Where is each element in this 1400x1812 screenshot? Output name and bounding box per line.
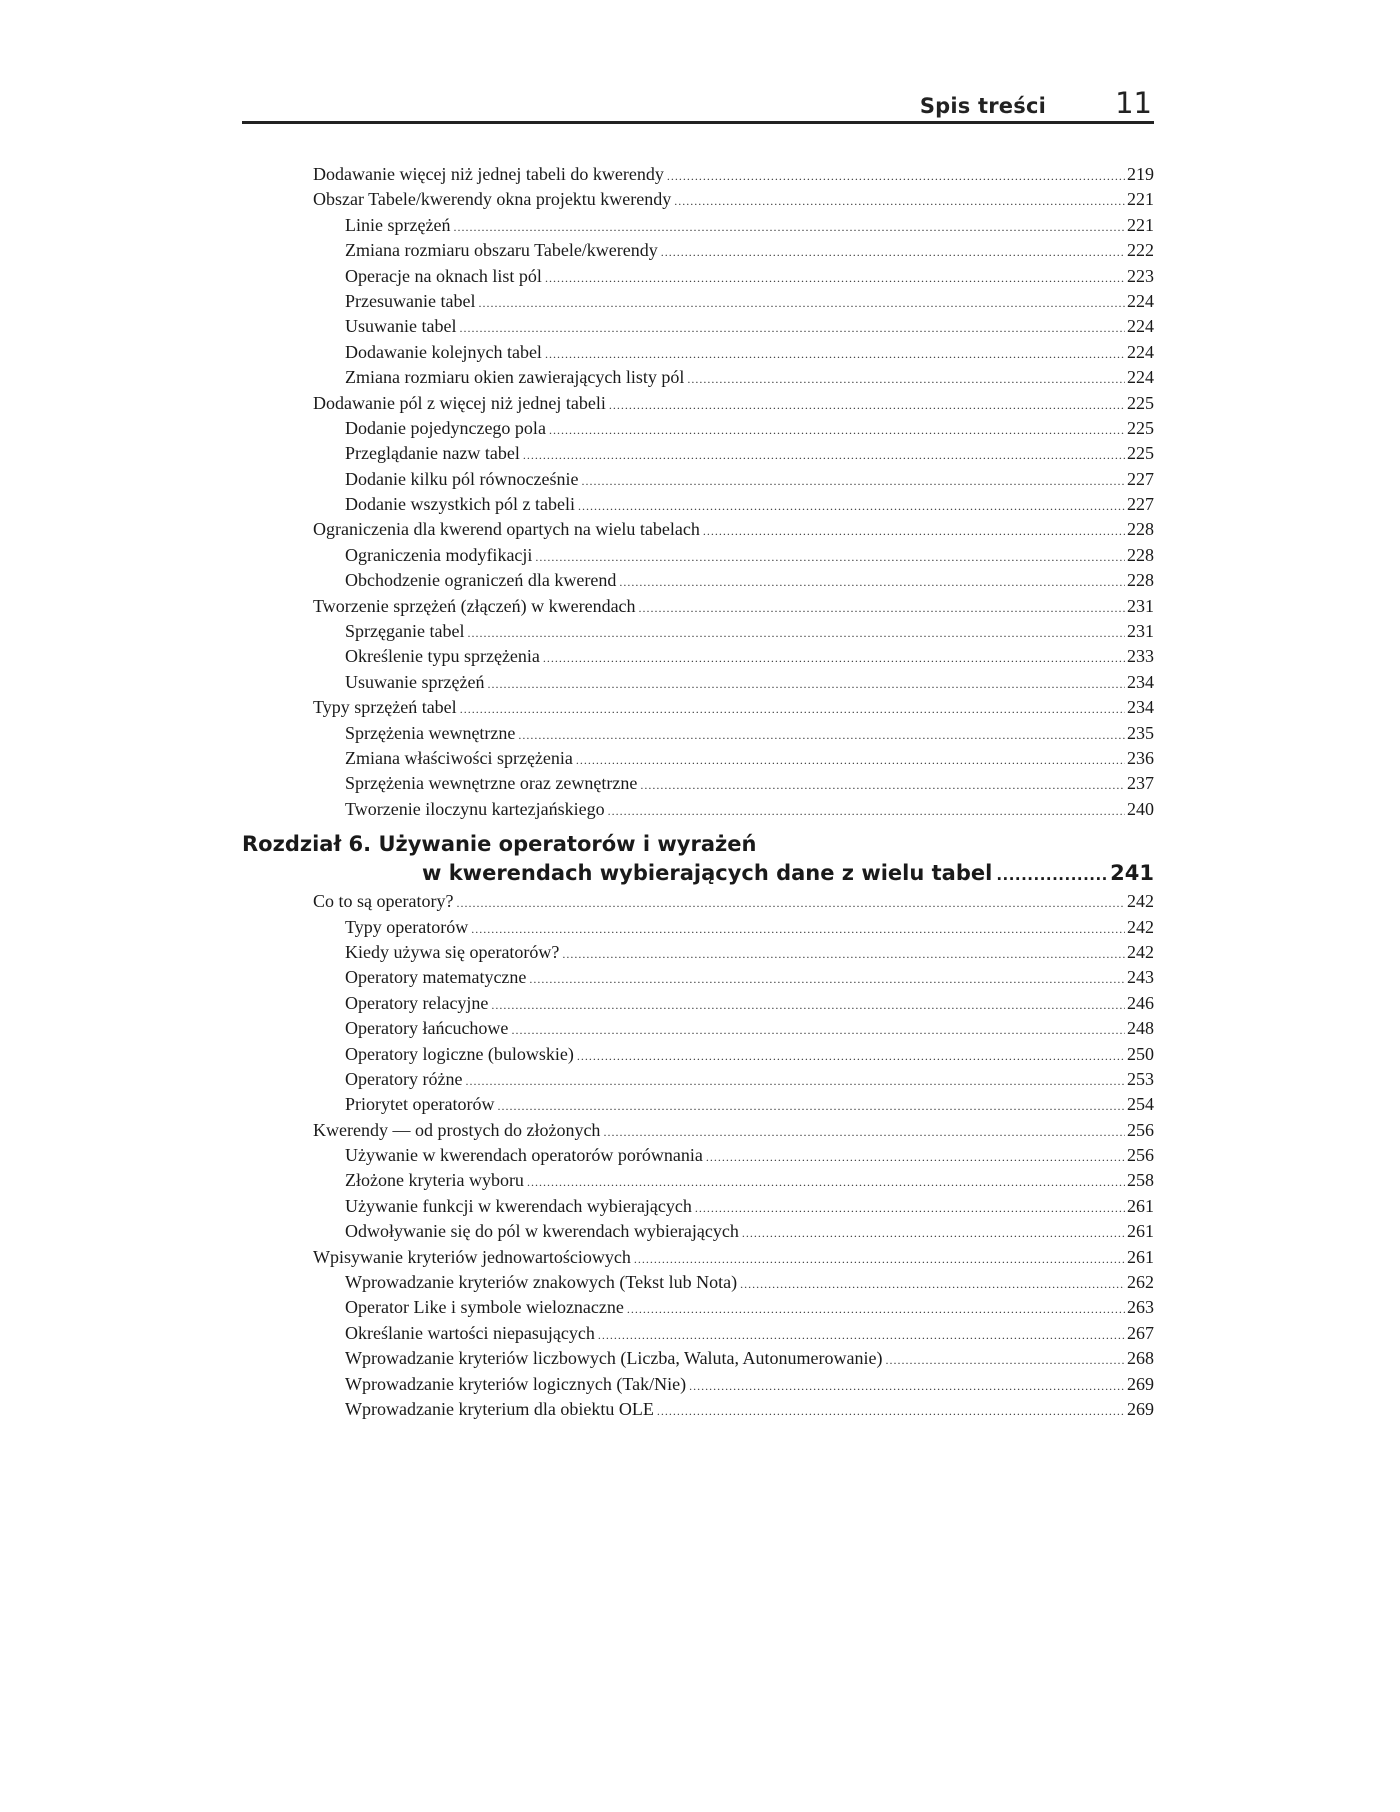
toc-entry-label: Operacje na oknach list pól [345,265,542,286]
toc-entry[interactable] [242,416,1154,441]
toc-entry-page: 228 [1127,570,1154,591]
toc-entry-page: 242 [1127,916,1154,937]
toc-entry-label: Operatory różne [345,1068,463,1089]
toc-entry[interactable] [242,1016,1154,1041]
dot-leader [627,1297,1125,1320]
toc-entry-label: Typy operatorów [345,916,469,937]
chapter-heading[interactable] [242,830,1154,888]
toc-entry-page: 254 [1127,1094,1154,1115]
toc-entry-page: 261 [1127,1246,1154,1267]
dot-leader [619,570,1125,593]
toc-entry[interactable] [242,1346,1154,1371]
toc-entry-label: Wprowadzanie kryteriów logicznych (Tak/Nie) [345,1373,687,1394]
toc-entry[interactable] [242,1270,1154,1295]
toc-entry[interactable] [242,1194,1154,1219]
toc-entry[interactable] [242,543,1154,568]
toc-entry-page: 258 [1127,1170,1154,1191]
dot-leader [467,621,1125,644]
dot-leader [581,469,1125,492]
toc-entry[interactable] [242,492,1154,517]
toc-entry-page: 222 [1127,240,1154,261]
dot-leader [996,861,1107,888]
toc-entry-label: Używanie w kwerendach operatorów porównania [345,1145,703,1166]
toc-entry[interactable] [242,467,1154,492]
toc-entry[interactable] [242,644,1154,669]
toc-entry-label: Sprzężenia wewnętrzne oraz zewnętrzne [345,773,638,794]
toc-entry[interactable] [242,619,1154,644]
toc-entry[interactable] [242,1321,1154,1346]
toc-entry-page: 261 [1127,1221,1154,1242]
dot-leader [886,1348,1125,1371]
dot-leader [549,418,1125,441]
toc-entry-label: Priorytet operatorów [345,1094,495,1115]
toc-entry-label: Zmiana rozmiaru obszaru Tabele/kwerendy [345,240,658,261]
toc-entry-label: Usuwanie tabel [345,316,457,337]
dot-leader [471,917,1125,940]
dot-leader [661,240,1125,263]
toc-entry[interactable] [242,915,1154,940]
toc-entry[interactable] [242,940,1154,965]
toc-entry[interactable] [242,1245,1154,1270]
dot-leader [609,393,1125,416]
dot-leader [706,1145,1125,1168]
dot-leader [543,646,1125,669]
toc-entry[interactable] [242,391,1154,416]
dot-leader [674,189,1125,212]
toc-entry-page: 269 [1127,1398,1154,1419]
toc-entry-page: 236 [1127,747,1154,768]
dot-leader [545,266,1125,289]
dot-leader [491,993,1125,1016]
toc-entry-label: Tworzenie sprzężeń (złączeń) w kwerendach [313,595,636,616]
toc-section-top [242,162,1154,822]
dot-leader [578,494,1125,517]
toc-entry[interactable] [242,797,1154,822]
toc-entry-page: 263 [1127,1297,1154,1318]
toc-entry-page: 248 [1127,1018,1154,1039]
dot-leader [608,799,1125,822]
toc-entry-page: 234 [1127,671,1154,692]
toc-entry-page: 268 [1127,1348,1154,1369]
dot-leader [511,1018,1125,1041]
toc-entry[interactable] [242,746,1154,771]
toc-entry[interactable] [242,1118,1154,1143]
dot-leader [689,1374,1125,1397]
toc-entry[interactable] [242,1092,1154,1117]
toc-entry-page: 253 [1127,1068,1154,1089]
dot-leader [640,773,1125,796]
toc-entry[interactable] [242,162,1154,187]
toc-entry-label: Typy sprzężeń tabel [313,697,457,718]
toc-entry[interactable] [242,1219,1154,1244]
toc-entry-page: 261 [1127,1195,1154,1216]
toc-entry[interactable] [242,695,1154,720]
dot-leader [740,1272,1125,1295]
toc-entry-page: 224 [1127,290,1154,311]
toc-entry-label: Obszar Tabele/kwerendy okna projektu kwerendy [313,189,672,210]
toc-entry[interactable] [242,1168,1154,1193]
toc-entry-page: 219 [1127,164,1154,184]
toc-entry[interactable] [242,1067,1154,1092]
toc-entry-label: Ograniczenia modyfikacji [345,544,533,565]
toc-section-bottom [242,889,1154,1422]
dot-leader [456,891,1125,914]
toc-entry-page: 228 [1127,519,1154,540]
dot-leader [657,1399,1125,1422]
toc-entry-page: 225 [1127,417,1154,438]
toc-entry-page: 240 [1127,798,1154,819]
toc-entry-page: 221 [1127,214,1154,235]
toc-entry[interactable] [242,1143,1154,1168]
toc-entry-page: 269 [1127,1373,1154,1394]
toc-entry-page: 225 [1127,392,1154,413]
toc-entry-label: Określanie wartości niepasujących [345,1322,595,1343]
toc-entry[interactable] [242,340,1154,365]
toc-entry-page: 224 [1127,341,1154,362]
toc-entry-label: Dodawanie więcej niż jednej tabeli do kwerendy [313,164,664,184]
toc-entry-page: 231 [1127,621,1154,642]
toc-entry[interactable] [242,365,1154,390]
chapter-title-line2-row [242,859,1154,888]
toc-entry[interactable] [242,670,1154,695]
dot-leader [695,1196,1125,1219]
dot-leader [545,342,1125,365]
toc-entry-label: Sprzęganie tabel [345,621,465,642]
toc-entry-page: 256 [1127,1119,1154,1140]
toc-entry[interactable] [242,264,1154,289]
dot-leader [742,1221,1125,1244]
dot-leader [523,443,1125,466]
toc-entry[interactable] [242,187,1154,212]
dot-leader [459,316,1125,339]
dot-leader [527,1170,1125,1193]
dot-leader [703,519,1125,542]
toc-entry-label: Zmiana rozmiaru okien zawierających listy pól [345,367,685,388]
toc-entry-label: Wpisywanie kryteriów jednowartościowych [313,1246,631,1267]
toc-entry-page: 246 [1127,992,1154,1013]
toc-entry[interactable] [242,289,1154,314]
toc-entry[interactable] [242,965,1154,990]
toc-entry-label: Operatory łańcuchowe [345,1018,509,1039]
toc-entry[interactable] [242,1295,1154,1320]
header-title: Spis treści [919,94,1046,118]
toc-entry-label: Kwerendy — od prostych do złożonych [313,1119,601,1140]
table-of-contents [242,162,1154,1422]
dot-leader [634,1247,1125,1270]
toc-entry[interactable] [242,238,1154,263]
toc-entry-page: 242 [1127,891,1154,912]
dot-leader [687,367,1125,390]
toc-entry-page: 242 [1127,941,1154,962]
toc-entry[interactable] [242,771,1154,796]
toc-entry-label: Zmiana właściwości sprzężenia [345,747,573,768]
toc-entry-page: 262 [1127,1272,1154,1293]
toc-entry-label: Przeglądanie nazw tabel [345,443,520,464]
dot-leader [465,1069,1125,1092]
toc-entry-label: Kiedy używa się operatorów? [345,941,560,962]
toc-entry-label: Wprowadzanie kryterium dla obiektu OLE [345,1398,654,1419]
toc-entry-label: Dodanie pojedynczego pola [345,417,546,438]
dot-leader [667,164,1125,187]
header-page-number: 11 [1115,86,1152,120]
chapter-title-line2: w kwerendach wybierających dane z wielu tabel [422,861,993,886]
dot-leader [529,967,1125,990]
toc-entry[interactable] [242,568,1154,593]
toc-entry-label: Wprowadzanie kryteriów znakowych (Tekst lub Nota) [345,1272,738,1293]
dot-leader [562,942,1125,965]
dot-leader [598,1323,1125,1346]
dot-leader [535,545,1125,568]
chapter-page-number: 241 [1110,861,1154,886]
toc-entry-label: Ograniczenia dla kwerend opartych na wielu tabelach [313,519,700,540]
toc-entry[interactable] [242,441,1154,466]
toc-entry[interactable] [242,1042,1154,1067]
chapter-title-line1: Rozdział 6. Używanie operatorów i wyrażeń [242,832,757,857]
dot-leader [478,291,1125,314]
toc-entry-label: Określenie typu sprzężenia [345,646,540,667]
toc-entry-label: Przesuwanie tabel [345,290,476,311]
toc-entry-page: 233 [1127,646,1154,667]
toc-entry-page: 225 [1127,443,1154,464]
toc-entry-label: Linie sprzężeń [345,214,451,235]
running-header [242,84,1154,124]
toc-entry[interactable] [242,1397,1154,1422]
toc-entry-label: Złożone kryteria wyboru [345,1170,524,1191]
toc-entry[interactable] [242,594,1154,619]
toc-entry-page: 227 [1127,468,1154,489]
toc-entry-page: 224 [1127,367,1154,388]
toc-entry[interactable] [242,889,1154,914]
toc-entry-label: Operatory matematyczne [345,967,527,988]
toc-entry[interactable] [242,314,1154,339]
toc-entry[interactable] [242,721,1154,746]
toc-entry-label: Sprzężenia wewnętrzne [345,722,516,743]
dot-leader [453,215,1125,238]
dot-leader [518,723,1125,746]
dot-leader [639,596,1125,619]
toc-entry-label: Operator Like i symbole wieloznaczne [345,1297,624,1318]
toc-entry-label: Dodanie kilku pól równocześnie [345,468,579,489]
dot-leader [577,1044,1125,1067]
toc-entry[interactable] [242,991,1154,1016]
toc-entry-label: Usuwanie sprzężeń [345,671,485,692]
dot-leader [603,1120,1125,1143]
toc-entry-label: Używanie funkcji w kwerendach wybierających [345,1195,692,1216]
toc-entry-page: 256 [1127,1145,1154,1166]
toc-entry-page: 227 [1127,494,1154,515]
toc-entry-page: 267 [1127,1322,1154,1343]
toc-entry-label: Tworzenie iloczynu kartezjańskiego [345,798,605,819]
toc-entry-label: Operatory relacyjne [345,992,489,1013]
dot-leader [576,748,1125,771]
toc-entry-page: 221 [1127,189,1154,210]
toc-entry-page: 228 [1127,544,1154,565]
toc-entry-page: 231 [1127,595,1154,616]
toc-entry-label: Dodawanie pól z więcej niż jednej tabeli [313,392,606,413]
dot-leader [497,1094,1125,1117]
toc-entry-page: 235 [1127,722,1154,743]
toc-entry-label: Operatory logiczne (bulowskie) [345,1043,574,1064]
toc-entry-label: Dodanie wszystkich pól z tabeli [345,494,575,515]
toc-entry-label: Wprowadzanie kryteriów liczbowych (Liczba, Waluta, Autonumerowanie) [345,1348,883,1369]
toc-entry-label: Obchodzenie ograniczeń dla kwerend [345,570,617,591]
toc-entry-page: 250 [1127,1043,1154,1064]
toc-entry[interactable] [242,1372,1154,1397]
toc-entry[interactable] [242,517,1154,542]
toc-entry-page: 243 [1127,967,1154,988]
toc-entry-page: 223 [1127,265,1154,286]
toc-entry-page: 224 [1127,316,1154,337]
toc-entry-label: Co to są operatory? [313,891,454,912]
dot-leader [487,672,1125,695]
toc-entry-label: Dodawanie kolejnych tabel [345,341,542,362]
header-rule [242,121,1154,124]
toc-entry[interactable] [242,213,1154,238]
toc-entry-page: 234 [1127,697,1154,718]
dot-leader [460,697,1125,720]
toc-entry-page: 237 [1127,773,1154,794]
toc-entry-label: Odwoływanie się do pól w kwerendach wybierających [345,1221,739,1242]
